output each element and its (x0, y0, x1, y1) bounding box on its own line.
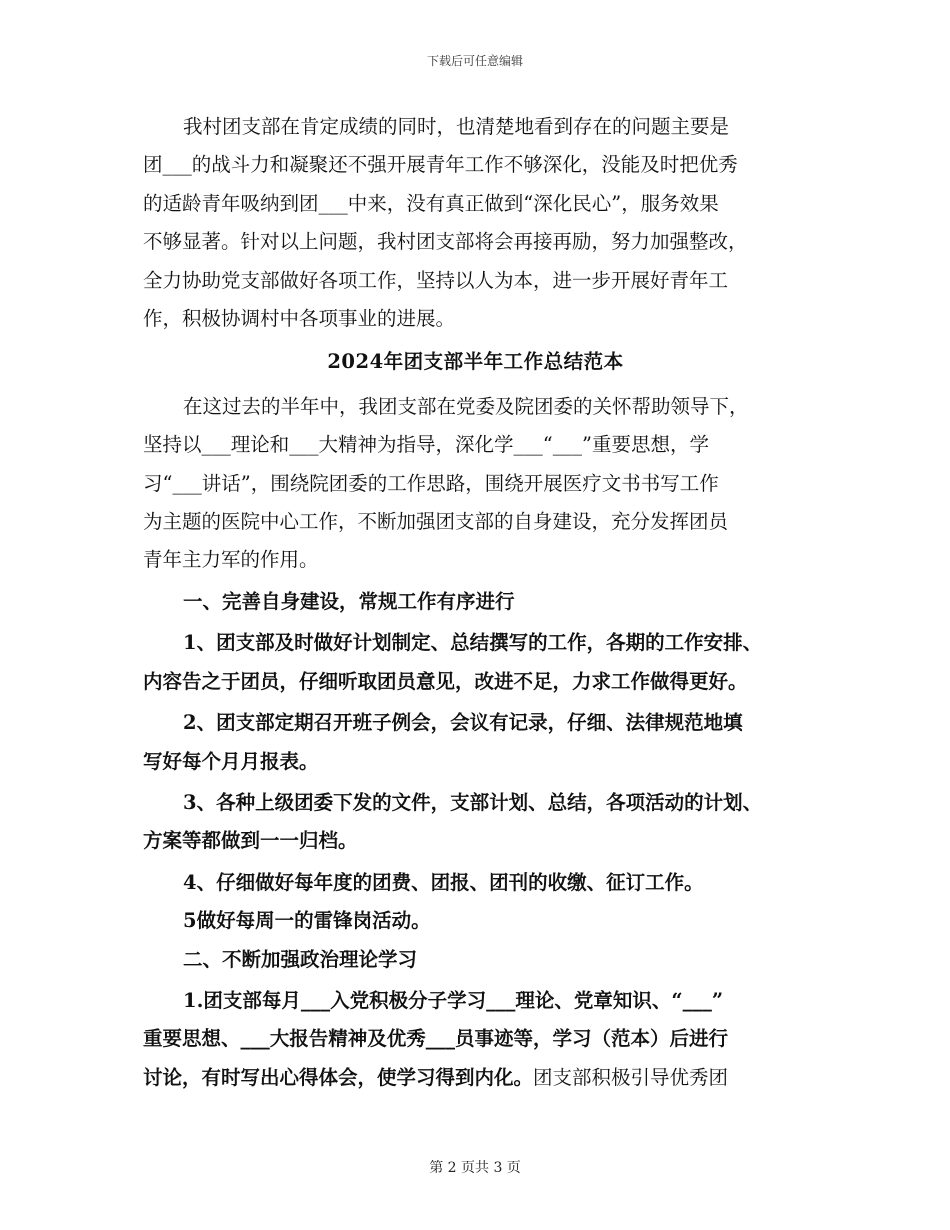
list-item-line: 写好每个月月报表。 (143, 749, 319, 773)
document-title: 2024年团支部半年工作总结范本 (327, 350, 624, 374)
intro-line: 不够显著。针对以上问题，我村团支部将会再接再励，努力加强整改， (143, 230, 748, 254)
summary-line: 习“___讲话”，围绕院团委的工作思路，围绕开展医疗文书书写工作 (143, 471, 719, 495)
summary-line: 在这过去的半年中，我团支部在党委及院团委的关怀帮助领导下， (183, 394, 749, 418)
list-item-line: 重要思想、___大报告精神及优秀___员事迹等，学习（范本）后进行 (143, 1027, 729, 1051)
section1-heading (143, 583, 808, 621)
section2-heading (143, 941, 808, 979)
page-header: 下载后可任意编辑 (426, 54, 523, 68)
intro-line: 全力协助党支部做好各项工作，坚持以人为本，进一步开展好青年工 (143, 268, 729, 292)
normal-text: 团支部积极引导优秀团 (533, 1065, 729, 1089)
intro-line: 团___的战斗力和凝聚还不强开展青年工作不够深化，没能及时把优秀 (143, 153, 738, 177)
section1-item-1 (143, 624, 808, 701)
list-item-line: 4、仔细做好每年度的团费、团报、团刊的收缴、征订工作。 (183, 870, 704, 894)
intro-line: 作，积极协调村中各项事业的进展。 (143, 307, 456, 331)
list-item-line: 2、团支部定期召开班子例会，会议有记录，仔细、法律规范地填 (183, 711, 743, 735)
summary-line: 青年主力军的作用。 (143, 548, 319, 572)
section-heading: 二、不断加强政治理论学习 (183, 947, 418, 971)
section1-item-4 (143, 864, 808, 902)
intro-paragraph (143, 108, 808, 338)
list-item-line: 方案等都做到一一归档。 (143, 829, 358, 853)
intro-line: 的适龄青年吸纳到团___中来，没有真正做到“深化民心”，服务效果 (143, 191, 719, 215)
page-footer: 第 2 页共 3 页 (429, 1160, 521, 1176)
list-item-line: 内容告之于团员，仔细听取团员意见，改进不足，力求工作做得更好。 (143, 669, 748, 693)
list-item-line: 1、团支部及时做好计划制定、总结撰写的工作，各期的工作安排、 (183, 631, 763, 655)
intro-line: 我村团支部在肯定成绩的同时，也清楚地看到存在的问题主要是 (183, 115, 730, 138)
section2-item-1 (143, 982, 808, 1097)
list-item-line: 3、各种上级团委下发的文件，支部计划、总结，各项活动的计划、 (183, 790, 763, 814)
section-heading: 一、完善自身建设，常规工作有序进行 (183, 589, 515, 613)
section1-item-2 (143, 704, 808, 781)
summary-line: 坚持以___理论和___大精神为指导，深化学___“___”重要思想，学 (143, 433, 709, 457)
list-item-line: 1.团支部每月___入党积极分子学习___理论、党章知识、“___” (183, 988, 724, 1012)
bold-text: 讨论，有时写出心得体会，使学习得到内化。 (143, 1065, 534, 1089)
document-body (143, 108, 808, 1097)
summary-paragraph (143, 388, 808, 580)
summary-line: 为主题的医院中心工作，不断加强团支部的自身建设，充分发挥团员 (143, 510, 729, 534)
section1-item-5 (143, 902, 808, 940)
list-item-line (143, 1059, 808, 1097)
section1-item-3 (143, 784, 808, 861)
list-item-line: 5做好每周一的雷锋岗活动。 (183, 909, 431, 933)
